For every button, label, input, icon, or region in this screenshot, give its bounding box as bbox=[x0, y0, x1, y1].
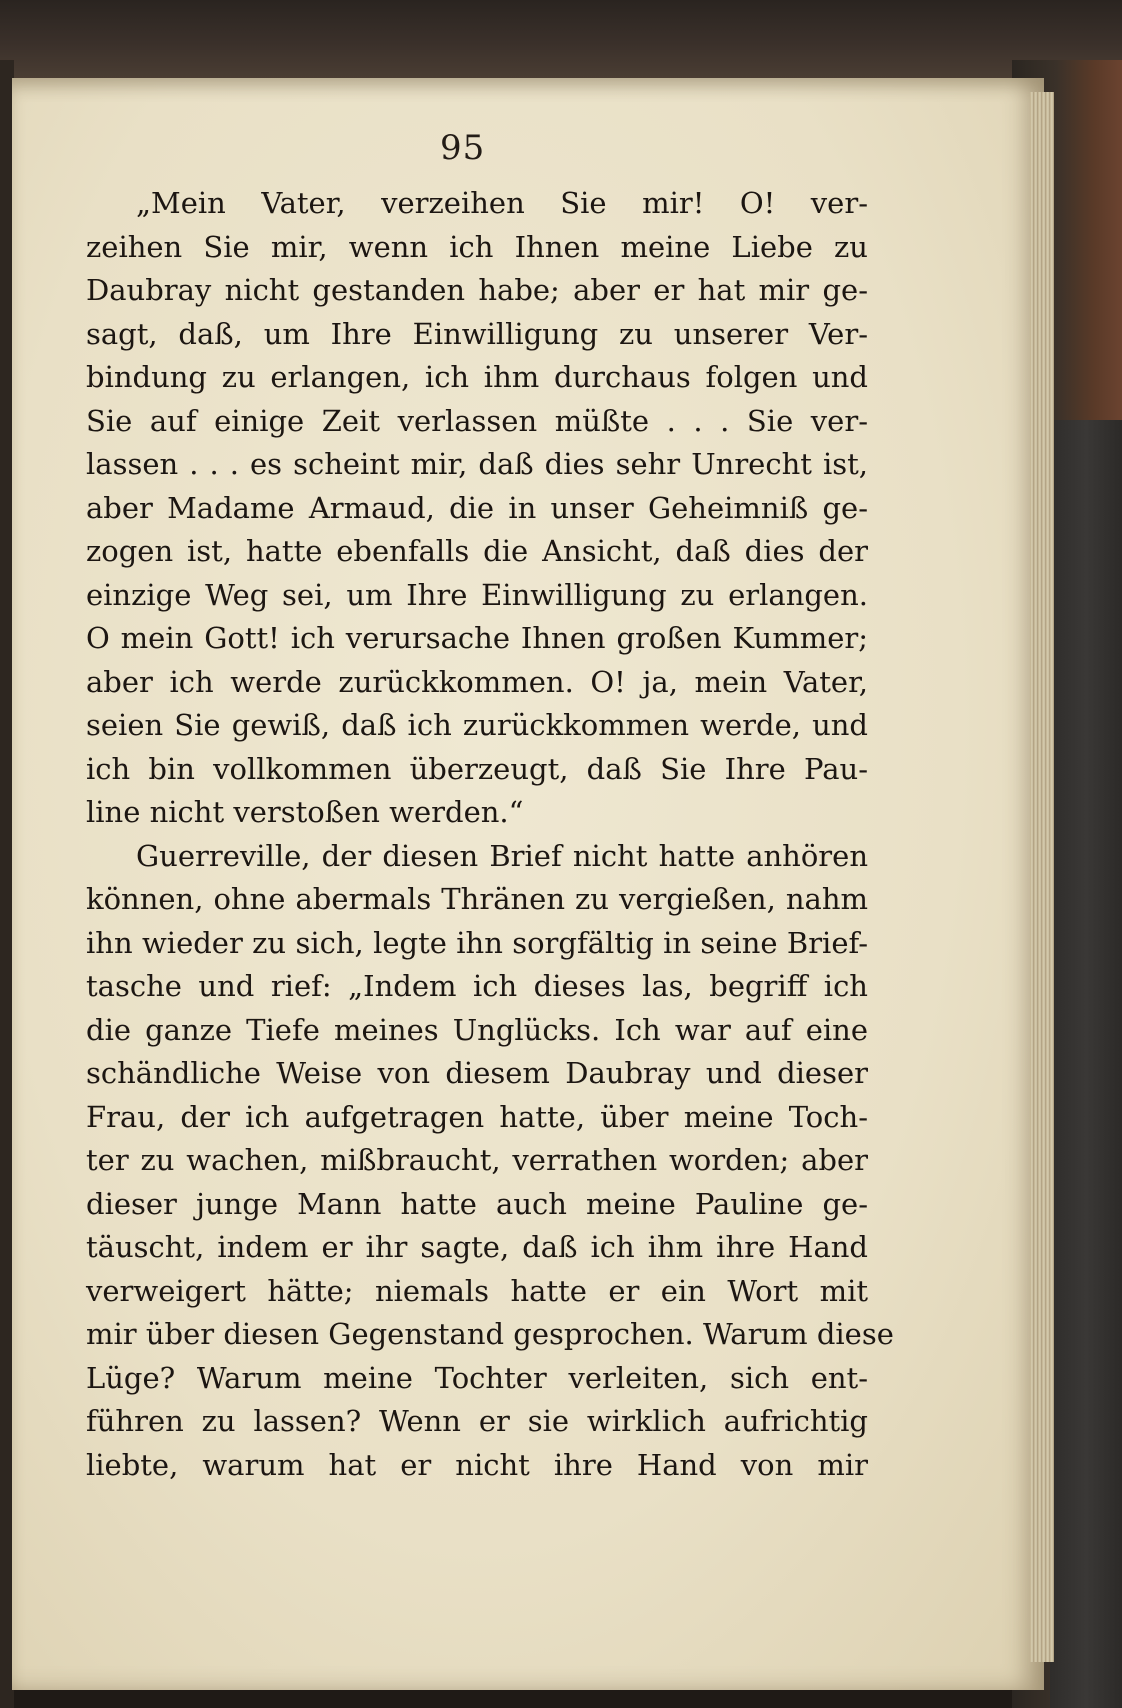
text-line: O mein Gott! ich verursache Ihnen großen Kummer; bbox=[86, 621, 868, 655]
body-text bbox=[86, 182, 894, 1487]
text-line: Daubray nicht gestanden habe; aber er hat mir ge- bbox=[86, 273, 868, 307]
text-line: ter zu wachen, mißbraucht, verrathen worden; aber bbox=[86, 1143, 868, 1177]
text-line: die ganze Tiefe meines Unglücks. Ich war auf eine bbox=[86, 1012, 868, 1047]
text-line: sagt, daß, um Ihre Einwilligung zu unserer Ver- bbox=[86, 316, 868, 351]
text-line: Guerreville, der diesen Brief nicht hatte anhören bbox=[136, 838, 868, 873]
text-line: ich bin vollkommen überzeugt, daß Sie Ihre Pau- bbox=[86, 751, 868, 786]
text-line: dieser junge Mann hatte auch meine Pauline ge- bbox=[86, 1186, 868, 1221]
text-line: bindung zu erlangen, ich ihm durchaus folgen und bbox=[86, 360, 868, 394]
text-line: mir über diesen Gegenstand gesprochen. Warum diese bbox=[86, 1317, 894, 1351]
text-line: zeihen Sie mir, wenn ich Ihnen meine Liebe zu bbox=[86, 229, 868, 264]
page-edges bbox=[1030, 92, 1054, 1662]
text-line: einzige Weg sei, um Ihre Einwilligung zu erlangen. bbox=[86, 577, 868, 612]
text-line: Lüge? Warum meine Tochter verleiten, sich ent- bbox=[86, 1360, 868, 1395]
text-line: „Mein Vater, verzeihen Sie mir! O! ver- bbox=[136, 186, 868, 220]
text-line: line nicht verstoßen werden.“ bbox=[86, 795, 524, 829]
book-spine-edge bbox=[1050, 420, 1122, 1708]
book-cover-top bbox=[0, 0, 1122, 78]
text-line: tasche und rief: „Indem ich dieses las, begriff ich bbox=[86, 969, 868, 1003]
text-line: führen zu lassen? Wenn er sie wirklich aufrichtig bbox=[86, 1404, 868, 1438]
text-line: Sie auf einige Zeit verlassen müßte . . . Sie ver- bbox=[86, 403, 868, 438]
text-line: verweigert hätte; niemals hatte er ein Wort mit bbox=[86, 1273, 868, 1308]
text-line: täuscht, indem er ihr sagte, daß ich ihm ihre Hand bbox=[86, 1230, 868, 1264]
page-number: 95 bbox=[440, 128, 486, 168]
text-line: seien Sie gewiß, daß ich zurückkommen werde, und bbox=[86, 708, 868, 742]
text-line: ihn wieder zu sich, legte ihn sorgfältig in seine Brief- bbox=[86, 925, 868, 960]
text-line: können, ohne abermals Thränen zu vergießen, nahm bbox=[86, 882, 868, 916]
text-line: aber Madame Armaud, die in unser Geheimniß ge- bbox=[86, 490, 868, 525]
text-line: Frau, der ich aufgetragen hatte, über meine Toch- bbox=[86, 1099, 868, 1134]
text-line: schändliche Weise von diesem Daubray und dieser bbox=[86, 1056, 868, 1090]
text-line: liebte, warum hat er nicht ihre Hand von mir bbox=[86, 1447, 868, 1482]
text-line: lassen . . . es scheint mir, daß dies sehr Unrecht ist, bbox=[86, 447, 868, 481]
text-line: zogen ist, hatte ebenfalls die Ansicht, daß dies der bbox=[86, 534, 868, 568]
text-line: aber ich werde zurückkommen. O! ja, mein Vater, bbox=[86, 664, 868, 699]
